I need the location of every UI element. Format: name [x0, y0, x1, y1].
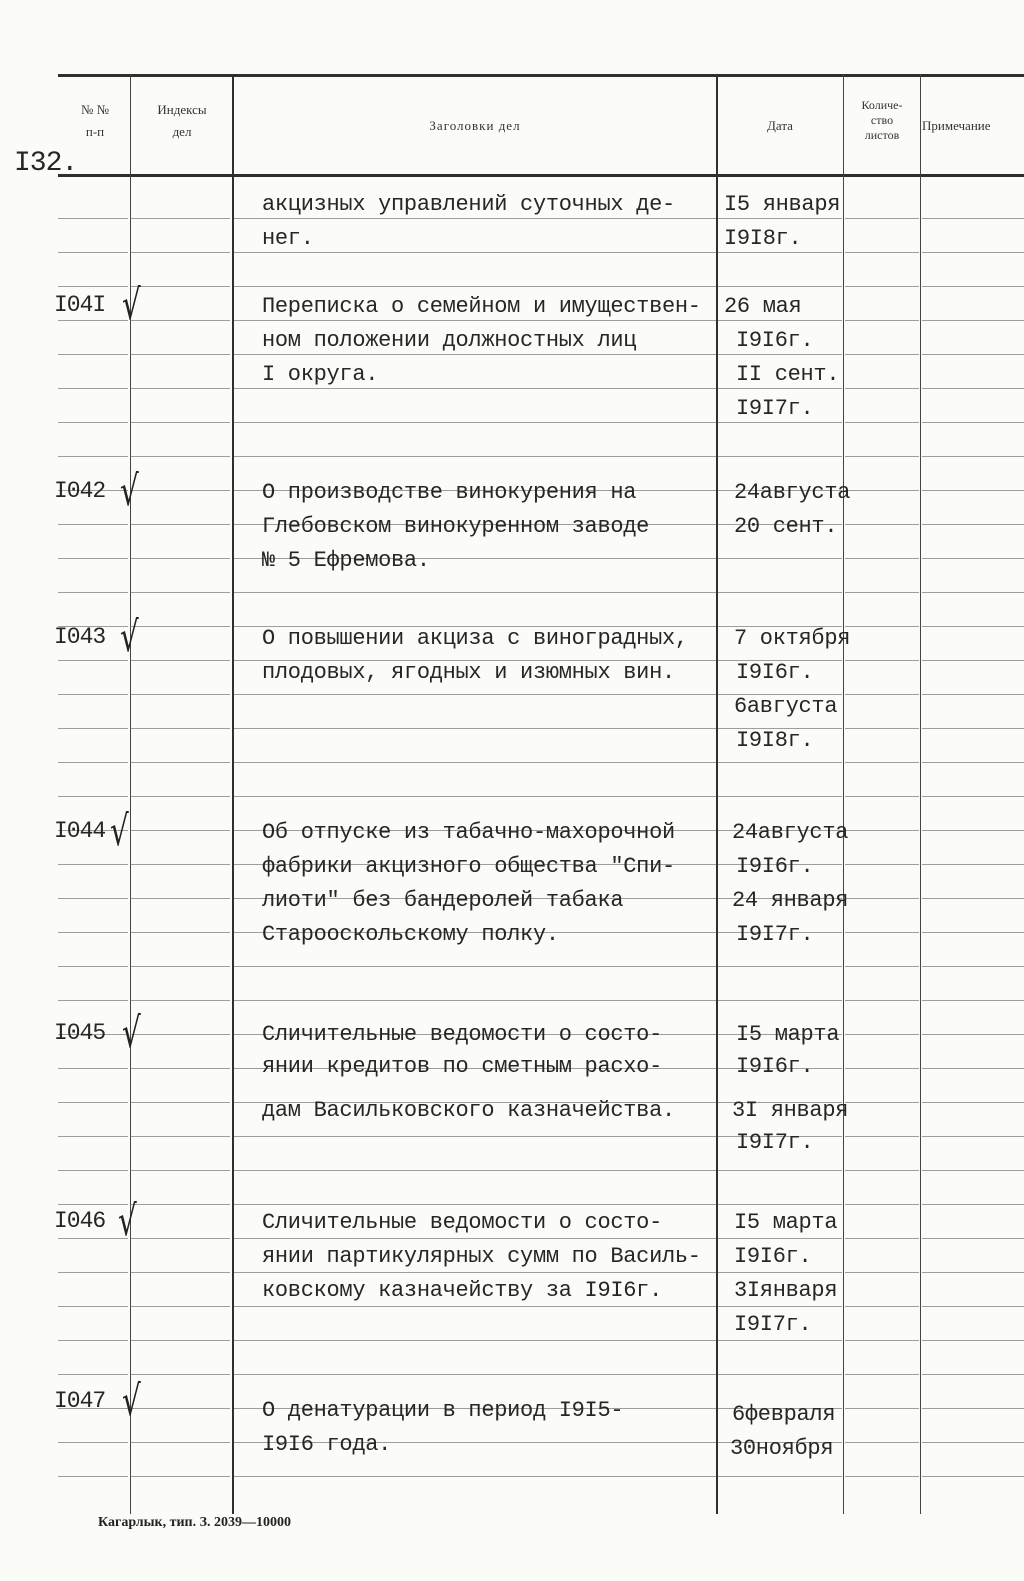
title-line: О денатурации в период I9I5- — [262, 1398, 624, 1423]
ruled-line — [922, 1238, 1024, 1239]
ruled-line — [130, 796, 230, 797]
title-line: Сличительные ведомости о состо- — [262, 1022, 662, 1047]
ruled-line — [845, 830, 919, 831]
ruled-line — [130, 1068, 230, 1069]
ruled-line — [922, 626, 1024, 627]
ruled-line — [922, 796, 1024, 797]
ruled-line — [845, 388, 919, 389]
ruled-line — [922, 1272, 1024, 1273]
ruled-line — [130, 1340, 230, 1341]
ruled-line — [845, 1102, 919, 1103]
ruled-line — [718, 1170, 842, 1171]
ruled-line — [58, 558, 128, 559]
title-line: Переписка о семейном и имуществен- — [262, 294, 701, 319]
ruled-line — [922, 1034, 1024, 1035]
header-count-col: Количе- ство листов — [861, 98, 903, 142]
ruled-line — [130, 626, 230, 627]
ruled-line — [234, 1340, 716, 1341]
title-line: янии партикулярных сумм по Василь- — [262, 1244, 701, 1269]
ruled-line — [922, 660, 1024, 661]
ruled-line — [130, 1204, 230, 1205]
ruled-line — [130, 1170, 230, 1171]
ruled-line — [845, 1340, 919, 1341]
title-line: Старооскольскому полку. — [262, 922, 559, 947]
ruled-line — [234, 1272, 716, 1273]
ruled-line — [718, 218, 842, 219]
date-line: I9I7г. — [734, 1312, 812, 1337]
ruled-line — [130, 932, 230, 933]
ruled-line — [922, 1306, 1024, 1307]
ruled-line — [234, 456, 716, 457]
ruled-line — [845, 660, 919, 661]
ruled-line — [58, 320, 128, 321]
ruled-line — [130, 354, 230, 355]
date-line: I9I6г. — [736, 328, 814, 353]
case-number: I043 — [54, 624, 106, 650]
date-line: I9I6г. — [736, 660, 814, 685]
ruled-line — [58, 864, 128, 865]
ruled-line — [130, 1102, 230, 1103]
ruled-line — [130, 830, 230, 831]
ruled-line — [130, 1442, 230, 1443]
ruled-line — [58, 1442, 128, 1443]
ruled-line — [845, 218, 919, 219]
ruled-line — [234, 1306, 716, 1307]
col-rule-3 — [716, 74, 718, 1514]
col-rule-4 — [843, 74, 844, 1514]
col-rule-2 — [232, 74, 234, 1514]
ruled-line — [922, 422, 1024, 423]
ruled-line — [845, 762, 919, 763]
ruled-line — [130, 490, 230, 491]
title-line: I9I6 года. — [262, 1432, 392, 1457]
ruled-line — [58, 252, 128, 253]
ruled-line — [845, 524, 919, 525]
ruled-line — [130, 864, 230, 865]
ruled-line — [922, 456, 1024, 457]
ruled-line — [718, 456, 842, 457]
ruled-line — [845, 1476, 919, 1477]
ruled-line — [234, 252, 716, 253]
ruled-line — [845, 1000, 919, 1001]
ruled-line — [922, 558, 1024, 559]
case-number: I047 — [54, 1388, 106, 1414]
date-line: 26 мая — [724, 294, 802, 319]
checkmark-icon: √ — [122, 280, 141, 329]
ruled-line — [58, 456, 128, 457]
ruled-line — [922, 320, 1024, 321]
title-line: лиоти" без бандеролей табака — [262, 888, 624, 913]
ruled-line — [234, 966, 716, 967]
ruled-line — [130, 728, 230, 729]
date-line: 24августа — [732, 820, 849, 845]
ruled-line — [130, 898, 230, 899]
ruled-line — [718, 252, 842, 253]
ruled-line — [845, 1442, 919, 1443]
ruled-line — [58, 762, 128, 763]
ruled-line — [130, 762, 230, 763]
ruled-line — [718, 1476, 842, 1477]
ruled-line — [922, 1068, 1024, 1069]
title-line: Сличительные ведомости о состо- — [262, 1210, 662, 1235]
ruled-line — [234, 286, 716, 287]
ruled-line — [234, 422, 716, 423]
ruled-line — [718, 354, 842, 355]
ruled-line — [922, 1000, 1024, 1001]
ruled-line — [234, 1238, 716, 1239]
ruled-line — [718, 796, 842, 797]
ruled-line — [922, 1442, 1024, 1443]
ruled-line — [845, 1136, 919, 1137]
ruled-line — [718, 1238, 842, 1239]
ruled-line — [58, 694, 128, 695]
ruled-line — [58, 1000, 128, 1001]
ruled-line — [130, 422, 230, 423]
ruled-line — [130, 286, 230, 287]
header-date-col: Дата — [767, 118, 793, 133]
ruled-line — [845, 1306, 919, 1307]
ruled-line — [234, 388, 716, 389]
ruled-line — [922, 252, 1024, 253]
ruled-line — [845, 1408, 919, 1409]
ruled-line — [58, 796, 128, 797]
date-line: I9I7г. — [736, 396, 814, 421]
case-number: I04I — [54, 292, 106, 318]
date-line: 3I января — [732, 1098, 849, 1123]
ruled-line — [922, 1136, 1024, 1137]
ruled-line — [130, 660, 230, 661]
title-line: фабрики акцизного общества "Спи- — [262, 854, 675, 879]
ruled-line — [845, 1170, 919, 1171]
date-line: 7 октября — [734, 626, 851, 651]
ruled-line — [922, 354, 1024, 355]
checkmark-icon: √ — [122, 1008, 141, 1057]
title-line: Глебовском винокуренном заводе — [262, 514, 650, 539]
ruled-line — [845, 796, 919, 797]
ruled-line — [130, 252, 230, 253]
ruled-line — [58, 422, 128, 423]
date-line: 3Iянваря — [734, 1278, 838, 1303]
ruled-line — [845, 252, 919, 253]
title-line: № 5 Ефремова. — [262, 548, 430, 573]
header-note-col: Примечание — [922, 118, 991, 133]
ruled-line — [845, 1034, 919, 1035]
checkmark-icon: √ — [118, 1196, 137, 1245]
header-index-col: Индексы дел — [157, 102, 207, 139]
ruled-line — [718, 762, 842, 763]
ruled-line — [234, 354, 716, 355]
ruled-line — [718, 1204, 842, 1205]
ruled-line — [234, 592, 716, 593]
ruled-line — [845, 1204, 919, 1205]
ruled-line — [234, 1374, 716, 1375]
checkmark-icon: √ — [110, 806, 129, 855]
ruled-line — [234, 796, 716, 797]
ruled-line — [130, 218, 230, 219]
date-line: I9I7г. — [736, 922, 814, 947]
ruled-line — [130, 1000, 230, 1001]
ruled-line — [845, 422, 919, 423]
ruled-line — [130, 1034, 230, 1035]
ruled-line — [922, 728, 1024, 729]
ruled-line — [718, 1306, 842, 1307]
ruled-line — [58, 1374, 128, 1375]
title-line: ковскому казначейству за I9I6г. — [262, 1278, 662, 1303]
date-line: I9I6г. — [736, 854, 814, 879]
case-number: I045 — [54, 1020, 106, 1046]
ruled-line — [922, 830, 1024, 831]
date-line: I9I8г. — [736, 728, 814, 753]
ruled-line — [922, 1476, 1024, 1477]
date-line: II сент. — [736, 362, 840, 387]
ruled-line — [58, 1068, 128, 1069]
ruled-line — [130, 1374, 230, 1375]
title-line: нег. — [262, 226, 314, 251]
ruled-line — [234, 1170, 716, 1171]
ruled-line — [130, 1238, 230, 1239]
ruled-line — [234, 762, 716, 763]
ruled-line — [234, 1136, 716, 1137]
checkmark-icon: √ — [122, 1376, 141, 1425]
ruled-line — [922, 1170, 1024, 1171]
ruled-line — [130, 1476, 230, 1477]
ruled-line — [130, 1272, 230, 1273]
ruled-line — [845, 966, 919, 967]
ruled-line — [130, 524, 230, 525]
ruled-line — [845, 864, 919, 865]
ruled-line — [922, 1408, 1024, 1409]
ruled-line — [718, 1000, 842, 1001]
title-line: плодовых, ягодных и изюмных вин. — [262, 660, 675, 685]
date-line: 24 января — [732, 888, 849, 913]
title-line: ном положении должностных лиц — [262, 328, 637, 353]
header-rule — [58, 174, 1024, 177]
ruled-line — [845, 354, 919, 355]
ruled-line — [845, 898, 919, 899]
ruled-line — [922, 898, 1024, 899]
ruled-line — [234, 218, 716, 219]
header-title-col: Заголовки дел — [429, 118, 521, 133]
checkmark-icon: √ — [120, 612, 139, 661]
date-line: 6августа — [734, 694, 838, 719]
ruled-line — [922, 592, 1024, 593]
ruled-line — [922, 218, 1024, 219]
ruled-line — [922, 388, 1024, 389]
date-line: 6февраля — [732, 1402, 836, 1427]
case-number: I042 — [54, 478, 106, 504]
ruled-line — [234, 694, 716, 695]
ruled-line — [922, 864, 1024, 865]
ruled-line — [58, 1170, 128, 1171]
title-line: янии кредитов по сметным расхо- — [262, 1054, 662, 1079]
ruled-line — [718, 286, 842, 287]
ruled-line — [58, 1272, 128, 1273]
ruled-line — [234, 1000, 716, 1001]
ruled-line — [130, 558, 230, 559]
ruled-line — [845, 626, 919, 627]
title-line: дам Васильковского казначейства. — [262, 1098, 675, 1123]
ruled-line — [922, 490, 1024, 491]
ruled-line — [718, 388, 842, 389]
ruled-line — [845, 592, 919, 593]
ruled-line — [58, 966, 128, 967]
ruled-line — [718, 1374, 842, 1375]
ruled-line — [845, 558, 919, 559]
ruled-line — [58, 354, 128, 355]
date-line: I5 марта — [736, 1022, 840, 1047]
ruled-line — [58, 286, 128, 287]
top-rule — [58, 74, 1024, 77]
ruled-line — [718, 592, 842, 593]
ruled-line — [845, 320, 919, 321]
ruled-line — [58, 660, 128, 661]
ruled-line — [130, 592, 230, 593]
ruled-line — [58, 524, 128, 525]
ruled-line — [130, 1136, 230, 1137]
checkmark-icon: √ — [120, 466, 139, 515]
ruled-line — [922, 1340, 1024, 1341]
date-line: 24августа — [734, 480, 851, 505]
ruled-line — [234, 728, 716, 729]
ruled-line — [922, 524, 1024, 525]
ruled-line — [718, 1340, 842, 1341]
page-number: I32. — [14, 148, 78, 179]
title-line: Об отпуске из табачно-махорочной — [262, 820, 675, 845]
header-number-col: № № п-п — [80, 102, 110, 139]
ruled-line — [922, 1102, 1024, 1103]
ruled-line — [845, 1238, 919, 1239]
ruled-line — [130, 694, 230, 695]
ruled-line — [922, 932, 1024, 933]
case-number: I044 — [54, 818, 106, 844]
ruled-line — [922, 762, 1024, 763]
date-line: I9I6г. — [736, 1054, 814, 1079]
ruled-line — [58, 388, 128, 389]
ruled-line — [234, 1204, 716, 1205]
ruled-line — [845, 456, 919, 457]
ruled-line — [58, 932, 128, 933]
ruled-line — [718, 966, 842, 967]
ruled-line — [58, 592, 128, 593]
title-line: О производстве винокурения на — [262, 480, 637, 505]
ruled-line — [718, 558, 842, 559]
ruled-line — [234, 1476, 716, 1477]
ruled-line — [234, 320, 716, 321]
ruled-line — [130, 1306, 230, 1307]
ruled-line — [58, 1102, 128, 1103]
ruled-line — [922, 966, 1024, 967]
ruled-line — [130, 456, 230, 457]
ruled-line — [718, 1272, 842, 1273]
ruled-line — [845, 694, 919, 695]
title-line: О повышении акциза с виноградных, — [262, 626, 688, 651]
ruled-line — [130, 966, 230, 967]
ruled-line — [845, 1374, 919, 1375]
ruled-line — [58, 728, 128, 729]
date-line: 30ноября — [730, 1436, 834, 1461]
ruled-line — [845, 932, 919, 933]
ruled-line — [718, 422, 842, 423]
title-line: I округа. — [262, 362, 379, 387]
col-rule-5 — [920, 74, 921, 1514]
ruled-line — [130, 320, 230, 321]
ruled-line — [922, 694, 1024, 695]
date-line: I5 января — [724, 192, 841, 217]
date-line: I5 марта — [734, 1210, 838, 1235]
ruled-line — [58, 1306, 128, 1307]
ruled-line — [922, 286, 1024, 287]
date-line: 20 сент. — [734, 514, 838, 539]
ruled-line — [845, 286, 919, 287]
ruled-line — [922, 1204, 1024, 1205]
ruled-line — [58, 1136, 128, 1137]
date-line: I9I7г. — [736, 1130, 814, 1155]
ruled-line — [845, 1272, 919, 1273]
date-line: I9I6г. — [734, 1244, 812, 1269]
printer-imprint: Кагарлык, тип. З. 2039—10000 — [98, 1515, 292, 1530]
ruled-line — [130, 388, 230, 389]
ruled-line — [58, 1340, 128, 1341]
date-line: I9I8г. — [724, 226, 802, 251]
ruled-line — [845, 490, 919, 491]
ruled-line — [58, 898, 128, 899]
ruled-line — [58, 1476, 128, 1477]
ruled-line — [58, 218, 128, 219]
ruled-line — [845, 1068, 919, 1069]
ruled-line — [718, 320, 842, 321]
title-line: акцизных управлений суточных де- — [262, 192, 675, 217]
ruled-line — [845, 728, 919, 729]
ruled-line — [130, 1408, 230, 1409]
ruled-line — [922, 1374, 1024, 1375]
case-number: I046 — [54, 1208, 106, 1234]
